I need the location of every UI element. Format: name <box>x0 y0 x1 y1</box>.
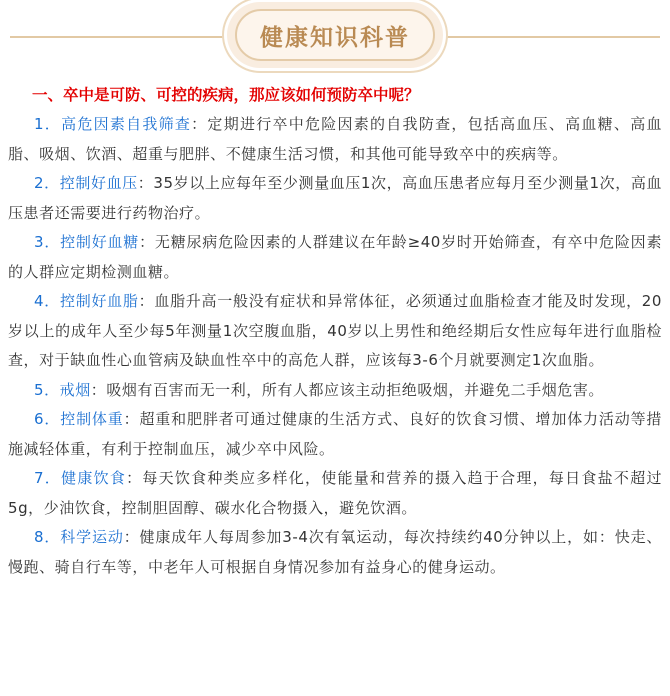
item-keyword: 控制体重 <box>60 410 124 428</box>
list-item <box>8 523 662 582</box>
item-text: ：每天饮食种类应多样化，使能量和营养的摄入趋于合理，每日食盐不超过5g，少油饮食，控制胆固醇、碳水化合物摄入，避免饮酒。 <box>8 469 663 517</box>
list-item <box>8 110 662 169</box>
item-keyword: 戒烟 <box>59 380 91 399</box>
list-item <box>8 169 662 228</box>
item-keyword: 科学运动 <box>60 528 124 546</box>
list-item <box>8 376 662 406</box>
item-number: 5． <box>34 380 60 399</box>
item-text: ：35岁以上应每年至少测量血压1次，高血压患者应每月至少测量1次，高血压患者还需要进行药物治疗。 <box>8 174 662 222</box>
item-number: 1． <box>34 115 62 133</box>
list-item <box>8 228 662 287</box>
item-number: 2． <box>34 174 60 192</box>
item-keyword: 控制好血压 <box>59 174 138 192</box>
item-number: 4． <box>34 292 60 310</box>
item-keyword: 高危因素自我筛查 <box>61 115 192 133</box>
banner-divider-left <box>10 36 235 38</box>
item-text: ：血脂升高一般没有症状和异常体征，必须通过血脂检查才能及时发现，20岁以上的成年人至少每5年测量1次空腹血脂，40岁以上男性和绝经期后女性应每年进行血脂检查，对于缺血性心血管病及缺血性卒中的高危人群，应该每3-6个月就要测定1次血脂。 <box>8 292 662 369</box>
item-text: ：吸烟有百害而无一利，所有人都应该主动拒绝吸烟，并避免二手烟危害。 <box>90 380 604 399</box>
item-number: 8． <box>34 528 61 546</box>
banner-badge-inner <box>235 9 435 61</box>
list-item <box>8 464 662 523</box>
item-text: ：定期进行卒中危险因素的自我防查，包括高血压、高血糖、高血脂、吸烟、饮酒、超重与肥胖、不健康生活习惯，和其他可能导致卒中的疾病等。 <box>8 115 663 163</box>
item-keyword: 健康饮食 <box>61 469 127 487</box>
item-text: ：超重和肥胖者可通过健康的生活方式、良好的饮食习惯、增加体力活动等措施减轻体重，有利于控制血压，减少卒中风险。 <box>8 410 662 458</box>
banner-divider-right <box>437 36 660 38</box>
list-item <box>8 287 662 376</box>
banner-badge <box>227 2 443 68</box>
item-number: 3． <box>34 233 61 251</box>
item-number: 7． <box>34 469 62 487</box>
banner <box>0 0 670 78</box>
item-text: ：健康成年人每周参加3-4次有氧运动，每次持续约40分钟以上，如：快走、慢跑、骑自行车等，中老年人可根据自身情况参加有益身心的健身运动。 <box>8 528 662 576</box>
item-number: 6． <box>34 410 61 428</box>
item-keyword: 控制好血脂 <box>60 292 139 310</box>
banner-title: 健康知识科普 <box>260 24 410 51</box>
section-heading: 一、卒中是可防、可控的疾病，那应该如何预防卒中呢？ <box>32 86 420 104</box>
list-item <box>8 405 662 464</box>
item-text: ：无糖尿病危险因素的人群建议在年龄≥40岁时开始筛查，有卒中危险因素的人群应定期检测血糖。 <box>8 233 662 281</box>
item-keyword: 控制好血糖 <box>60 233 140 251</box>
article-content <box>8 80 662 582</box>
